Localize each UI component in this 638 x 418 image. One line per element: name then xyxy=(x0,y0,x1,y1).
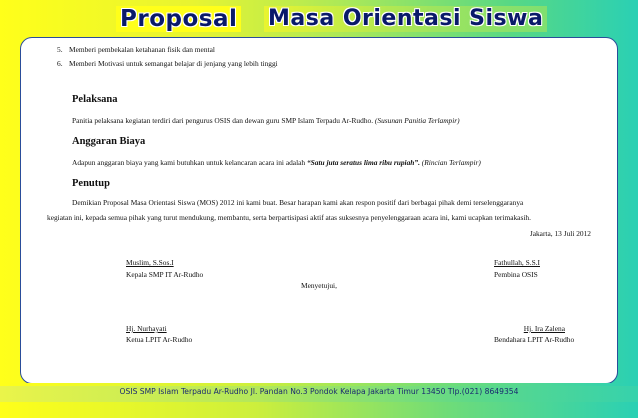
signatory-role-pembina: Pembina OSIS xyxy=(494,270,538,279)
pelaksana-text: Panitia pelaksana kegiatan terdiri dari pengurus OSIS dan dewan guru SMP Islam Terpadu Ar-Rudho. xyxy=(72,116,374,125)
list-item-text: Memberi Motivasi untuk semangat belajar di jenjang yang lebih tinggi xyxy=(69,59,278,68)
anggaran-note: (Rincian Terlampir) xyxy=(421,158,481,167)
anggaran-text: Adapun anggaran biaya yang kami butuhkan untuk kelancaran acara ini adalah xyxy=(72,158,306,167)
document-content xyxy=(21,38,617,383)
list-item xyxy=(57,45,215,54)
title-proposal: Proposal xyxy=(116,6,241,32)
list-item xyxy=(57,59,278,68)
heading-penutup: Penutup xyxy=(72,178,110,189)
footer-address: OSIS SMP Islam Terpadu Ar-Rudho Jl. Pandan No.3 Pondok Kelapa Jakarta Timur 13450 Tlp.(021) 8649354 xyxy=(119,387,519,396)
anggaran-amount: “Satu juta seratus lima ribu rupiah”. xyxy=(306,158,420,167)
signatory-name-kepala: Muslim, S.Sos.I xyxy=(126,258,174,267)
heading-anggaran-biaya: Anggaran Biaya xyxy=(72,136,146,147)
penutup-line-1: Demikian Proposal Masa Orientasi Siswa (MOS) 2012 ini kami buat. Besar harapan kami akan respon positif dari berbagai pihak demi terselenggaranya xyxy=(72,198,524,207)
heading-pelaksana: Pelaksana xyxy=(72,94,118,105)
page-footer xyxy=(0,383,638,418)
signatory-name-bendahara: Hj. Ira Zalena xyxy=(523,324,565,333)
pelaksana-paragraph xyxy=(72,116,460,125)
approval-label: Menyetujui, xyxy=(301,281,337,290)
signatory-name-pembina: Fathullah, S.S.I xyxy=(494,258,540,267)
letter-date: Jakarta, 13 Juli 2012 xyxy=(529,229,591,238)
document-panel xyxy=(20,37,618,384)
anggaran-paragraph xyxy=(72,158,481,167)
list-item-number: 6. xyxy=(57,59,63,68)
signatory-name-ketua: Hj. Nurhayati xyxy=(126,324,167,333)
signatory-role-ketua: Ketua LPIT Ar-Rudho xyxy=(126,335,193,344)
page-header xyxy=(0,0,638,38)
pelaksana-note: (Susunan Panitia Terlampir) xyxy=(374,116,460,125)
signatory-role-kepala: Kepala SMP IT Ar-Rudho xyxy=(126,270,204,279)
signatory-role-bendahara: Bendahara LPIT Ar-Rudho xyxy=(494,335,575,344)
penutup-line-2: kegiatan ini, kepada semua pihak yang turut mendukung, membantu, serta berpartisipasi aktif atas suksesnya penyelenggaraan acara ini, kami ucapkan terimakasih. xyxy=(47,213,531,222)
title-masa-orientasi-siswa: Masa Orientasi Siswa xyxy=(264,6,547,32)
list-item-number: 5. xyxy=(57,45,63,54)
list-item-text: Memberi pembekalan ketahanan fisik dan mental xyxy=(69,45,215,54)
